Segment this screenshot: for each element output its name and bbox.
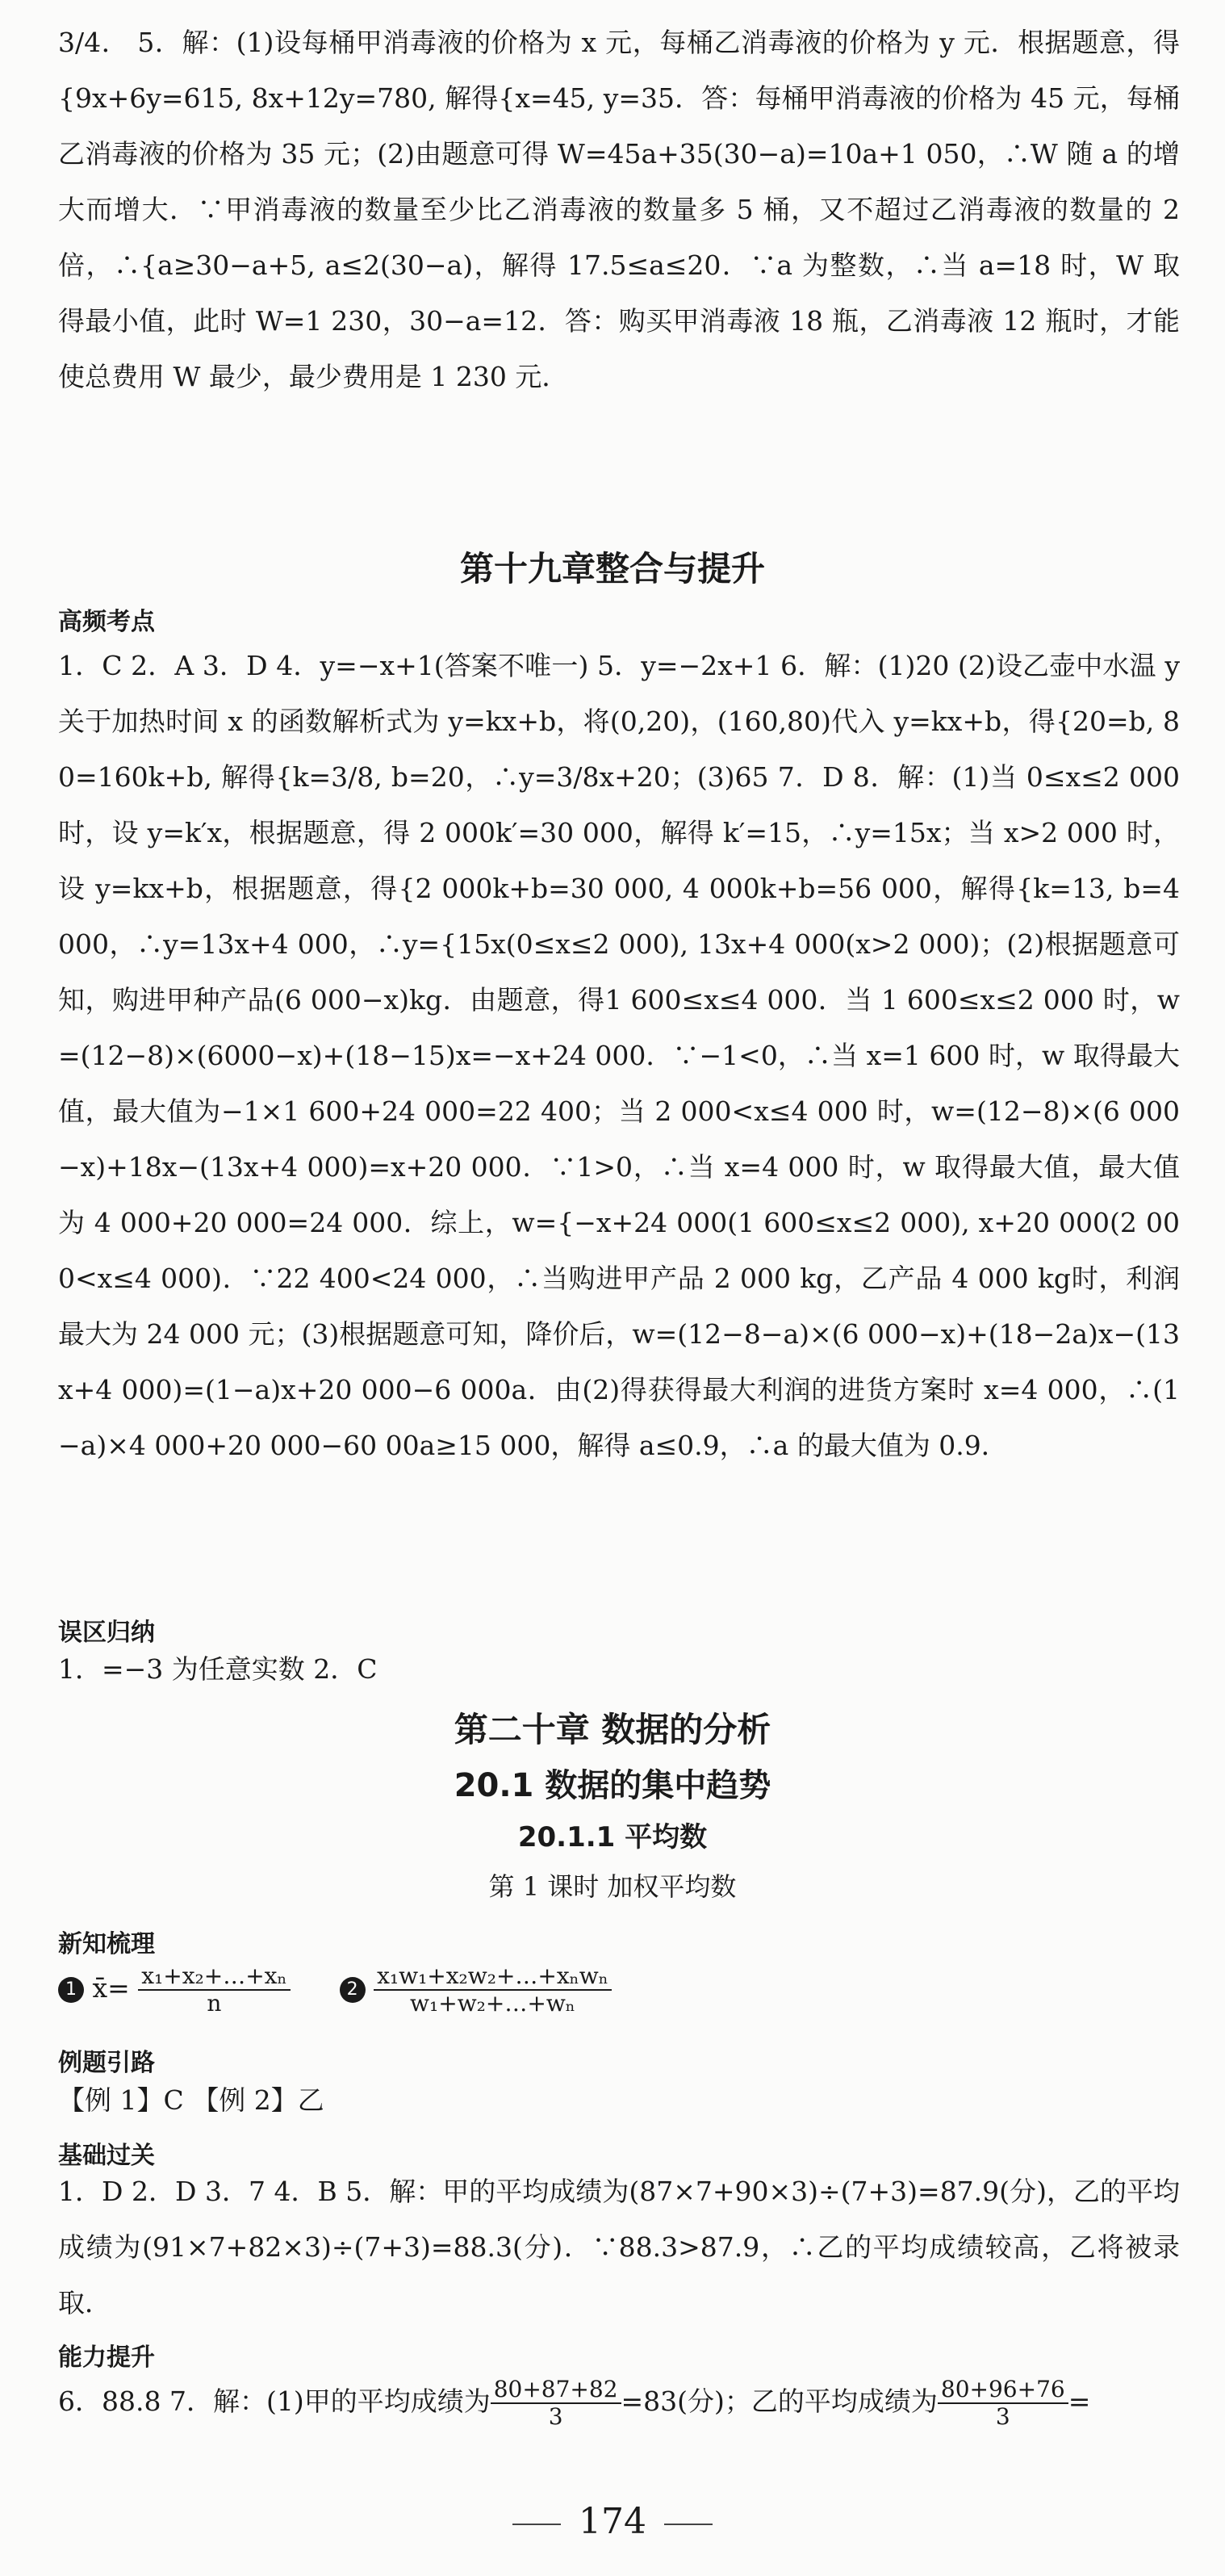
liti-label: 例题引路 <box>58 2049 155 2077</box>
solution-block-1: 3/4． 5．解：(1)设每桶甲消毒液的价格为 x 元，每桶乙消毒液的价格为 y 元．根据题意，得{9x+6y=615, 8x+12y=780, 解得{x=45, y=35．答：每桶甲消毒液的价格为 45 元，每桶乙消毒液的价格为 35 元；(2)由题意可得 W=45a+35(30−a)=10a+1 050，∴W 随 a 的增大而增大．∵甲消毒液的数量至少比乙消毒液的数量多 5 桶，又不超过乙消毒液的数量的 2 倍，∴{a≥30−a+5, a≤2(30−a)，解得 17.5≤a≤20．∵a 为整数，∴当 a=18 时，W 取得最小值，此时 W=1 230，30−a=12．答：购买甲消毒液 18 瓶，乙消毒液 12 瓶时，才能使总费用 W 最少，最少费用是 1 230 元． <box>58 27 1180 392</box>
nengli-tail: = <box>1068 2385 1091 2417</box>
formula2-numerator: x₁w₁+x₂w₂+…+xₙwₙ <box>374 1963 612 1991</box>
xinzhi-label: 新知梳理 <box>58 1930 155 1958</box>
page-number <box>0 2501 1225 2542</box>
formula1-denominator: n <box>207 1990 222 2017</box>
nengli-prefix: 6．88.8 7．解：(1)甲的平均成绩为 <box>58 2385 491 2417</box>
marker-2: 2 <box>340 1977 366 2003</box>
formula1-lhs: x̄= <box>92 1972 130 2004</box>
wuqu-label: 误区归纳 <box>58 1619 155 1647</box>
nengli-fraction-1 <box>491 2377 621 2430</box>
marker-1: 1 <box>58 1977 84 2003</box>
chapter-20-title: 第二十章 数据的分析 <box>454 1710 771 1749</box>
solution-block-2: 1．C 2．A 3．D 4．y=−x+1(答案不唯一) 5．y=−2x+1 6．解：(1)20 (2)设乙壶中水温 y 关于加热时间 x 的函数解析式为 y=kx+b，将(0,20)，(160,80)代入 y=kx+b，得{20=b, 80=160k+b, 解得{k=3/8, b=20，∴y=3/8x+20；(3)65 7．D 8．解：(1)当 0≤x≤2 000 时，设 y=k′x，根据题意，得 2 000k′=30 000，解得 k′=15，∴y=15x；当 x>2 000 时，设 y=kx+b，根据题意，得{2 000k+b=30 000, 4 000k+b=56 000，解得{k=13, b=4 000，∴y=13x+4 000，∴y={15x(0≤x≤2 000), 13x+4 000(x>2 000)；(2)根据题意可知，购进甲种产品(6 000−x)kg．由题意，得1 600≤x≤4 000．当 1 600≤x≤2 000 时，w=(12−8)×(6000−x)+(18−15)x=−x+24 000．∵−1<0，∴当 x=1 600 时，w 取得最大值，最大值为−1×1 600+24 000=22 400；当 2 000<x≤4 000 时，w=(12−8)×(6 000−x)+18x−(13x+4 000)=x+20 000．∵1>0，∴当 x=4 000 时，w 取得最大值，最大值为 4 000+20 000=24 000．综上，w={−x+24 000(1 600≤x≤2 000), x+20 000(2 000<x≤4 000)．∵22 400<24 000，∴当购进甲产品 2 000 kg，乙产品 4 000 kg时，利润最大为 24 000 元；(3)根据题意可知，降价后，w=(12−8−a)×(6 000−x)+(18−2a)x−(13x+4 000)=(1−a)x+20 000−6 000a．由(2)得获得最大利润的进货方案时 x=4 000，∴(1−a)×4 000+20 000−60 00a≥15 000，解得 a≤0.9，∴a 的最大值为 0.9． <box>58 650 1180 1461</box>
section-title: 20.1 数据的集中趋势 <box>454 1767 771 1804</box>
subsection-title: 20.1.1 平均数 <box>517 1821 708 1853</box>
chapter-19-title: 第十九章整合与提升 <box>459 549 765 589</box>
nengli-label: 能力提升 <box>58 2344 155 2372</box>
nengli-fraction-2 <box>938 2377 1068 2430</box>
nengli-mid: =83(分)；乙的平均成绩为 <box>621 2385 938 2417</box>
nengli-f2-denominator: 3 <box>995 2403 1010 2430</box>
liti-text: 【例 1】C 【例 2】乙 <box>58 2084 324 2116</box>
jichu-label: 基础过关 <box>58 2142 155 2170</box>
nengli-text <box>58 2373 1090 2430</box>
wuqu-text: 1．=−3 为任意实数 2．C <box>58 1653 378 1685</box>
page-number-right-dash <box>664 2524 713 2525</box>
formula1-numerator: x₁+x₂+…+xₙ <box>138 1963 290 1991</box>
gaopin-label: 高频考点 <box>58 608 155 636</box>
formula1-fraction <box>138 1963 290 2017</box>
page-number-left-dash <box>512 2524 561 2525</box>
nengli-f2-numerator: 80+96+76 <box>938 2377 1068 2404</box>
nengli-f1-numerator: 80+87+82 <box>491 2377 621 2404</box>
lesson-title: 第 1 课时 加权平均数 <box>488 1871 737 1902</box>
formula-row <box>58 1960 612 2017</box>
nengli-f1-denominator: 3 <box>548 2403 563 2430</box>
formula2-denominator: w₁+w₂+…+wₙ <box>410 1990 575 2017</box>
formula2-fraction <box>374 1963 612 2017</box>
jichu-text: 1．D 2．D 3．7 4．B 5．解：甲的平均成绩为(87×7+90×3)÷(7+3)=87.9(分)，乙的平均成绩为(91×7+82×3)÷(7+3)=88.3(分)．∵88.3>87.9，∴乙的平均成绩较高，乙将被录取． <box>58 2176 1180 2318</box>
page-number-text: 174 <box>579 2501 646 2542</box>
